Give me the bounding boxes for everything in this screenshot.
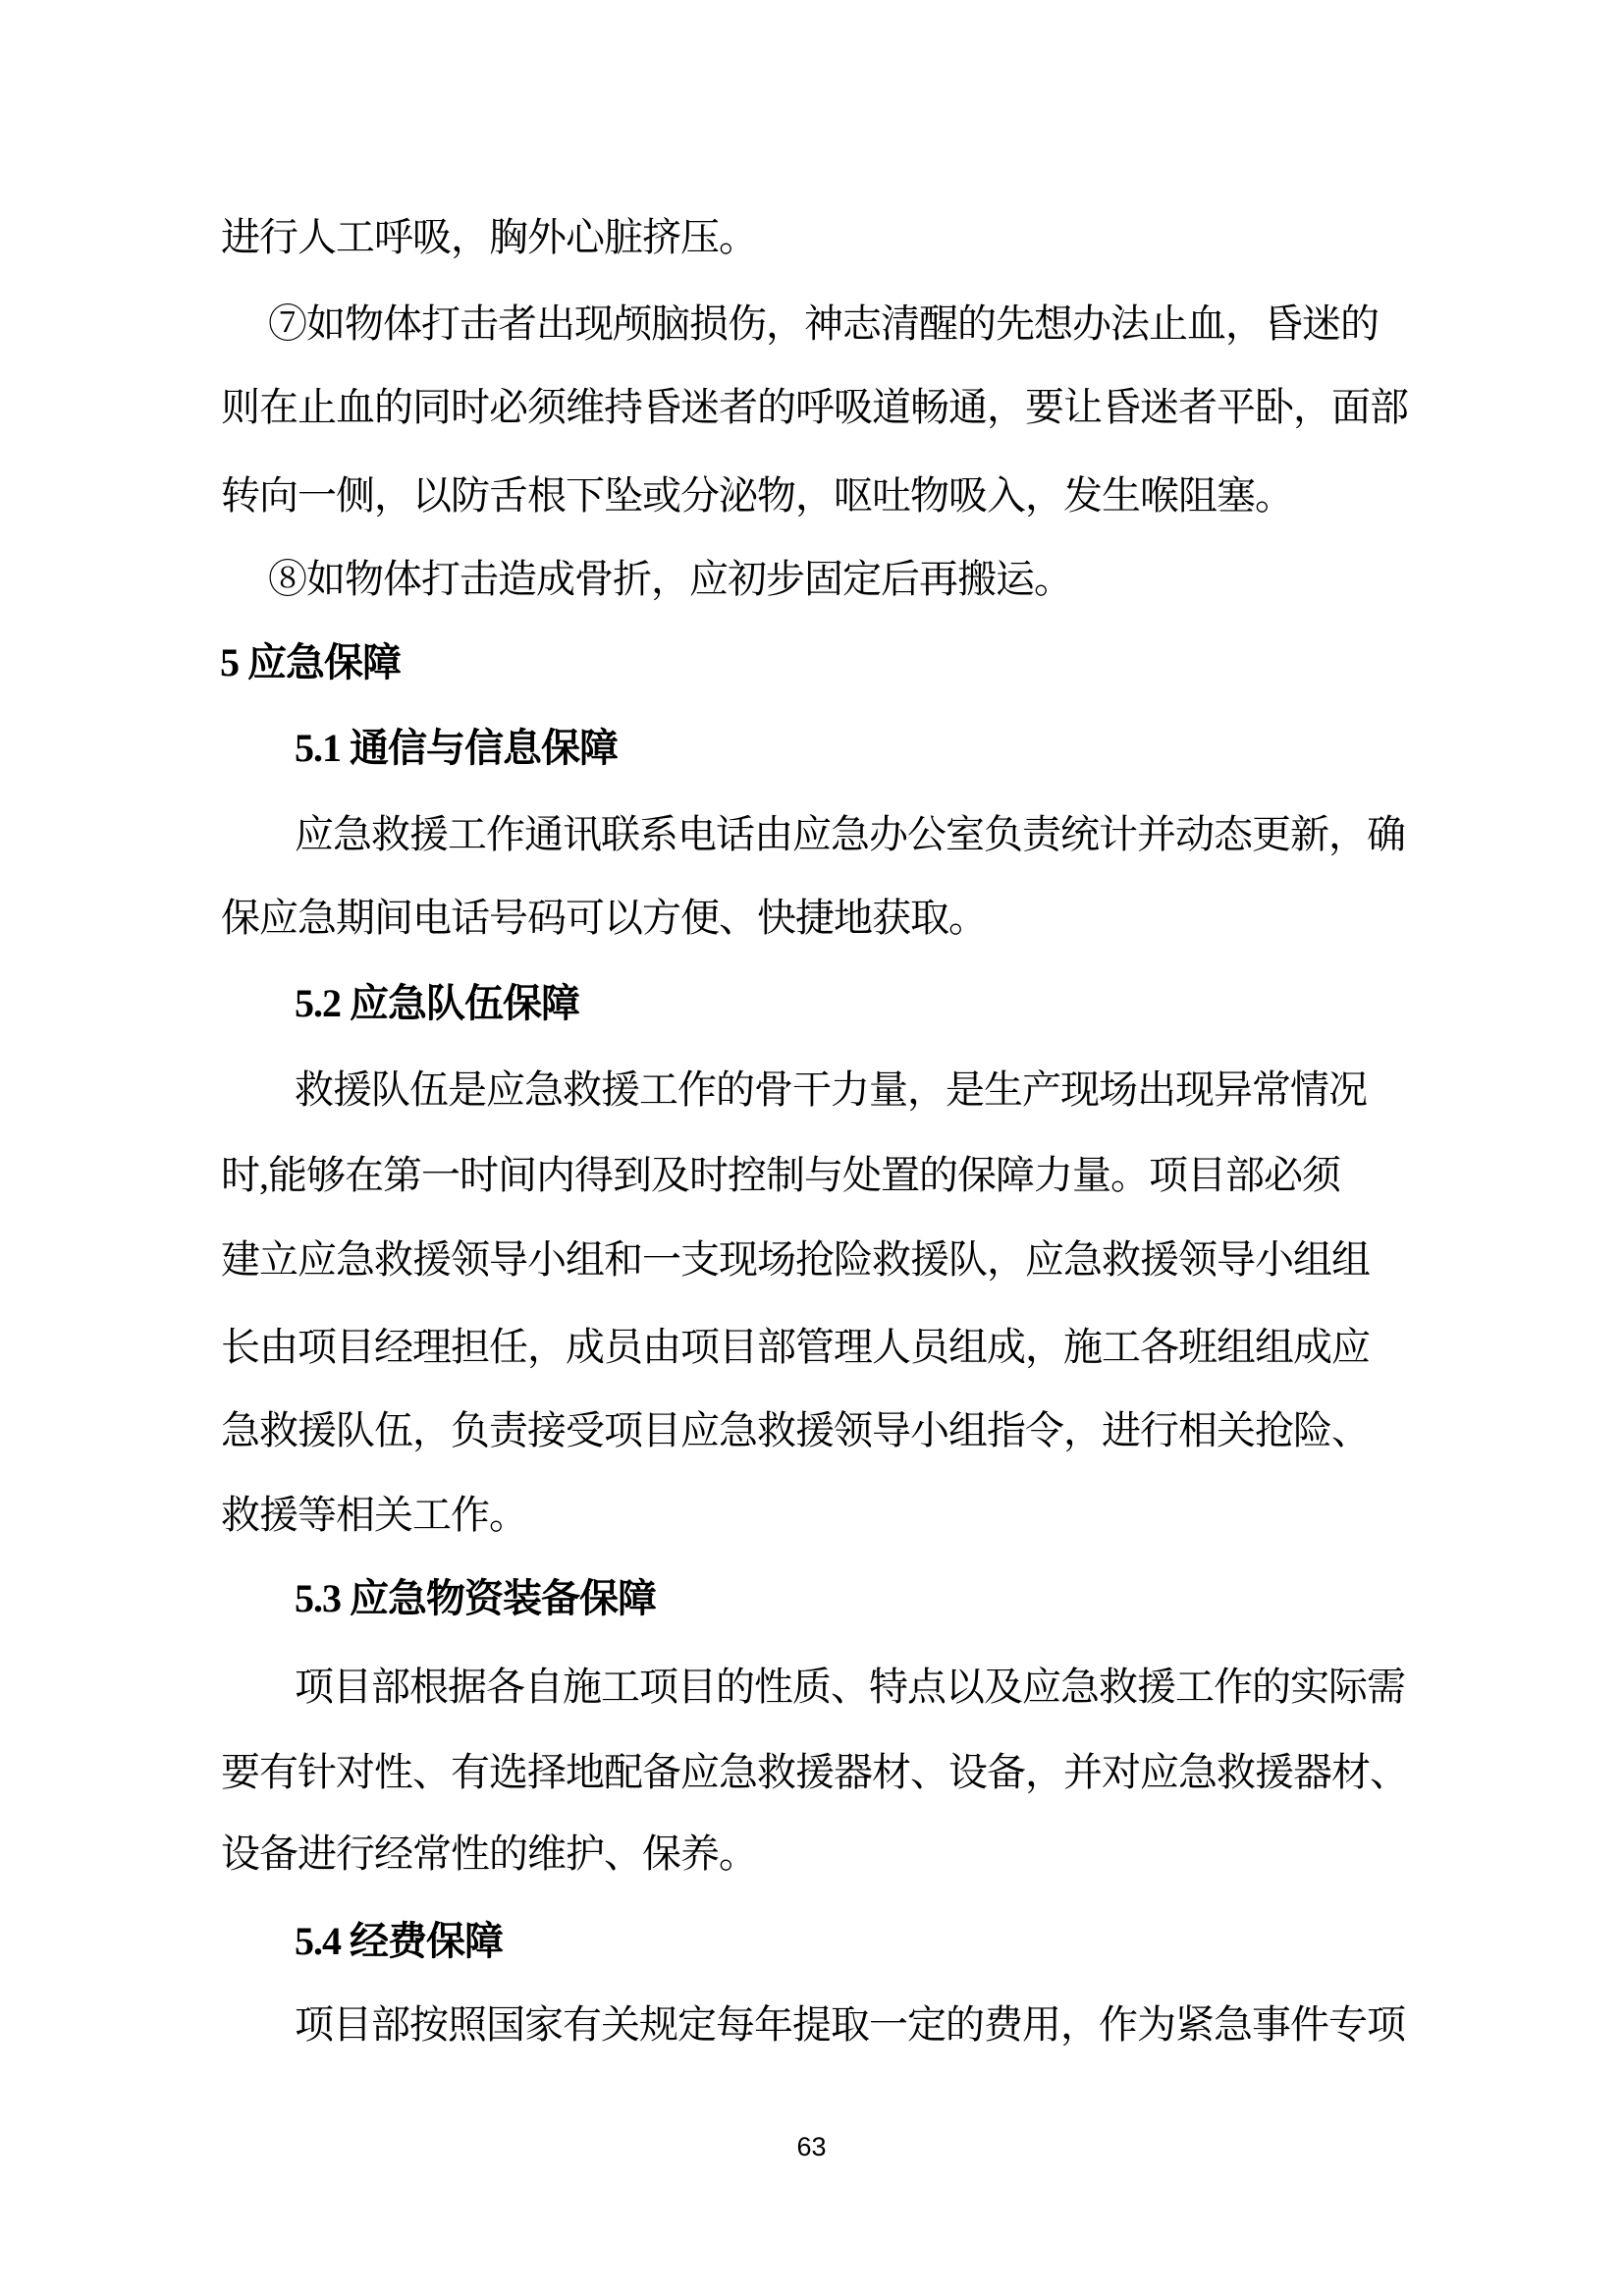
text-line: 应急救援工作通讯联系电话由应急办公室负责统计并动态更新，确 [295,812,1405,856]
text-line: 项目部按照国家有关规定每年提取一定的费用，作为紧急事件专项 [295,2002,1405,2047]
section-heading-5-4: 5.4 经费保障 [295,1919,503,1963]
section-heading-5-2: 5.2 应急队伍保障 [295,981,579,1025]
page-number: 63 [796,2132,827,2161]
text-line: 救援队伍是应急救援工作的骨干力量，是生产现场出现异常情况 [295,1067,1367,1112]
text-line: 时,能够在第一时间内得到及时控制与处置的保障力量。项目部必须 [221,1153,1340,1197]
text-line: 要有针对性、有选择地配备应急救援器材、设备，并对应急救援器材、 [221,1750,1408,1794]
section-heading-5-1: 5.1 通信与信息保障 [295,726,618,770]
list-item-7: ⑦如物体打击者出现颅脑损伤，神志清醒的先想办法止血，昏迷的 [268,301,1379,346]
section-heading-5: 5 应急保障 [220,640,401,684]
text-line: 设备进行经常性的维护、保养。 [221,1831,757,1876]
text-line: 救援等相关工作。 [221,1493,527,1537]
text-line: 保应急期间电话号码可以方便、快捷地获取。 [221,896,987,940]
text-line: 项目部根据各自施工项目的性质、特点以及应急救援工作的实际需 [295,1665,1405,1709]
text-line: 进行人工呼吸，胸外心脏挤压。 [221,215,757,259]
text-line: 急救援队伍，负责接受项目应急救援领导小组指令，进行相关抢险、 [221,1408,1370,1452]
text-line: 建立应急救援领导小组和一支现场抢险救援队，应急救援领导小组组 [221,1237,1370,1282]
section-heading-5-3: 5.3 应急物资装备保障 [295,1576,656,1620]
text-line: 则在止血的同时必须维持昏迷者的呼吸道畅通，要让昏迷者平卧，面部 [221,385,1408,429]
list-item-8: ⑧如物体打击造成骨折，应初步固定后再搬运。 [268,557,1072,601]
text-line: 转向一侧，以防舌根下坠或分泌物，呕吐物吸入，发生喉阻塞。 [221,473,1293,518]
text-line: 长由项目经理担任，成员由项目部管理人员组成，施工各班组组成应 [221,1325,1370,1369]
